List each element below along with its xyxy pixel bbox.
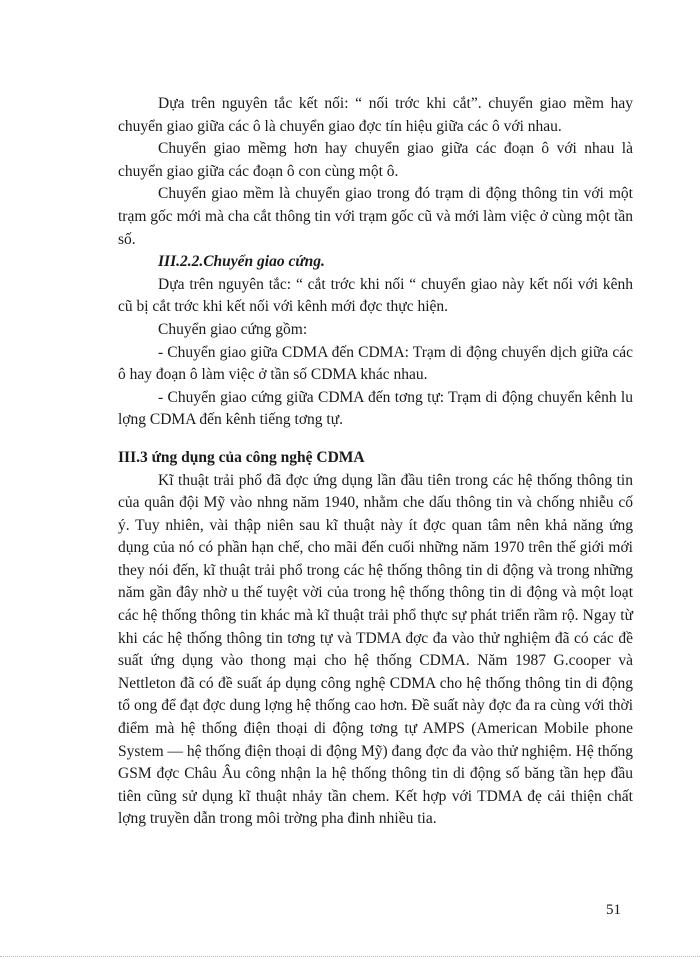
paragraph-softer-handover: Chuyển giao mềmg hơn hay chuyển giao giữa các đoạn ô với nhau là chuyển giao giữa các đoạn ô con cùng một ô.: [118, 140, 633, 180]
list-item-cdma-to-analog: - Chuyển giao cứng giữa CDMA đến tơng tự: Trạm di động chuyển kênh lu lợng CDMA đến kênh tiếng tơng tự.: [118, 388, 633, 429]
paragraph-hard-handover-principle: Dựa trên nguyên tắc: “ cắt trớc khi nối “ chuyển giao này kết nối với kênh cũ bị cắt trớc khi kết nối với kênh mới đợc thực hiện.: [118, 275, 633, 316]
bottom-dotted-rule: [0, 956, 700, 957]
page-number: 51: [606, 902, 621, 918]
section-heading-hard-handover: III.2.2.Chuyển giao cứng.: [158, 253, 325, 271]
page-body: [118, 93, 633, 831]
paragraph-cdma-history: Kĩ thuật trải phổ đã đợc ứng dụng lần đầu tiên trong các hệ thống thông tin của quân đội Mỹ vào nhng năm 1940, nhằm che dấu thông tin và chống nhiễu cố ý. Tuy nhiên, vài thập niên sau kĩ thuật này ít đợc quan tâm nên khả năng ứng dụng của nó có phần hạn chế, cho mãi đến cuối những năm 1970 trên thế giới mới they nói đến, kĩ thuật trải phổ trong các hệ thống thông tin di động và trong những năm gần đây nhờ u thế tuyệt vời của trong hệ thống thông tin di động và một loạt các hệ thống thông tin khác mà kĩ thuật trải phổ thực sự phát triển rầm rộ. Ngay từ khi các hệ thống thông tin tơng tự và TDMA đợc đa vào thử nghiệm đã có các đề suất ứng dụng vào thong mại cho hệ thống CDMA. Năm 1987 G.cooper và Nettleton đã có đề suất áp dụng công nghệ CDMA cho hệ thống thông tin di động tổ ong để đạt đợc dung lợng hệ thống cao hơn. Đề suất này đợc đa ra cùng với thời điểm mà hệ thống điện thoại di động tơng tự AMPS (American Mobile phone System — hệ thống điện thoại di động Mỹ) đang đợc đa vào thử nghiệm. Hệ thống GSM đợc Châu Âu công nhận la hệ thống thông tin di động số băng tần hẹp đầu tiên cũng sử dụng kĩ thuật nhảy tần chem. Kết hợp với TDMA đẹ cải thiện chất lợng truyền dẫn trong môi trờng pha đinh nhiều tia.: [118, 471, 633, 828]
section-heading-cdma-applications: III.3 ứng dụng của công nghệ CDMA: [118, 448, 365, 466]
list-item-cdma-to-cdma: - Chuyển giao giữa CDMA đến CDMA: Trạm di động chuyển dịch giữa các ô hay đoạn ô làm việc ở tần số CDMA khác nhau.: [118, 343, 633, 384]
paragraph-soft-handover-definition: Chuyển giao mềm là chuyển giao trong đó trạm di động thông tin với một trạm gốc mới mà cha cắt thông tin với trạm gốc cũ và mới làm việc ở cùng một tần số.: [118, 185, 633, 248]
paragraph-soft-handover-principle: Dựa trên nguyên tắc kết nối: “ nối trớc khi cắt”. chuyển giao mềm hay chuyển giao giữa các ô là chuyển giao đợc tín hiệu giữa các ô với nhau.: [118, 95, 633, 135]
paragraph-hard-handover-types: Chuyển giao cứng gồm:: [158, 320, 308, 338]
